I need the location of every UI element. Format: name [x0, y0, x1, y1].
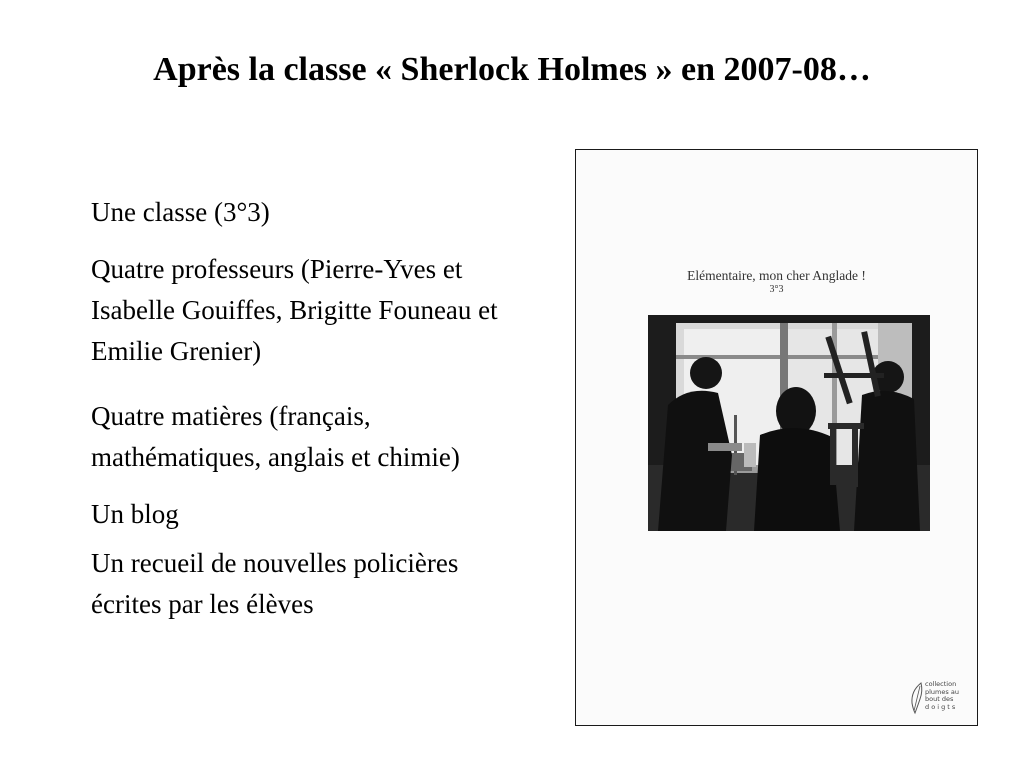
feather-icon	[909, 681, 925, 715]
publisher-name	[925, 681, 971, 711]
cover-title: Elémentaire, mon cher Anglade !	[687, 268, 866, 283]
bullet-item: Un recueil de nouvelles policières écrites par les élèves	[91, 548, 459, 619]
publisher-line: d o i g t s	[925, 702, 956, 711]
bullet-item: Une classe (3°3)	[91, 197, 270, 227]
publisher-line: plumes au	[925, 687, 959, 696]
bullet-item: Un blog	[91, 499, 179, 529]
publisher-line: bout des	[925, 695, 954, 703]
cover-photo	[648, 315, 930, 531]
slide-title: Après la classe « Sherlock Holmes » en 2007-08…	[153, 51, 871, 88]
bullet-list	[91, 192, 531, 625]
classroom-photo-illustration	[648, 315, 930, 531]
book-cover-image	[575, 149, 978, 726]
publisher-logo	[909, 679, 971, 719]
bullet-item: Quatre matières (français, mathématiques, anglais et chimie)	[91, 401, 460, 472]
bullet-item: Quatre professeurs (Pierre-Yves et Isabelle Gouiffes, Brigitte Founeau et Emilie Grenier)	[91, 254, 498, 366]
cover-subtitle: 3°3	[769, 284, 784, 295]
publisher-line: collection	[925, 680, 957, 688]
